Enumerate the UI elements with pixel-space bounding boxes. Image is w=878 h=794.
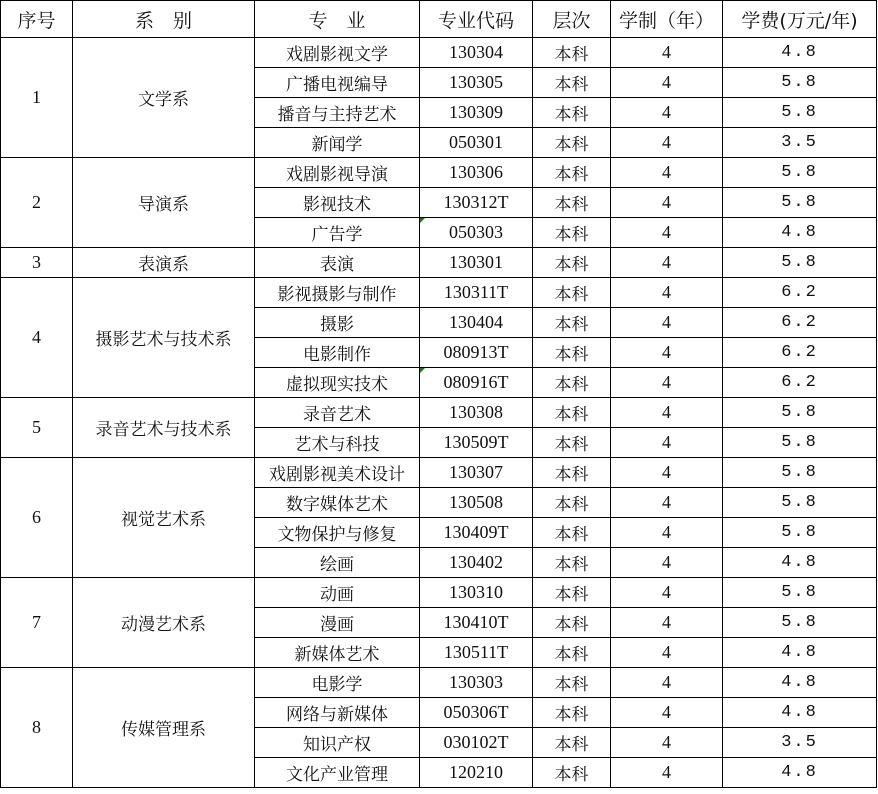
- table-row: [1, 458, 877, 488]
- major-code: 130511T: [420, 638, 533, 668]
- tuition-fee: 5.8: [723, 158, 877, 188]
- header-level: 层次: [533, 1, 611, 38]
- study-years: 4: [611, 308, 723, 338]
- major-code: 130409T: [420, 518, 533, 548]
- table-row: [1, 158, 877, 188]
- study-years: 4: [611, 488, 723, 518]
- study-years: 4: [611, 68, 723, 98]
- major-code: 130311T: [420, 278, 533, 308]
- header-row: [1, 1, 877, 38]
- degree-level: 本科: [533, 638, 611, 668]
- tuition-fee: 4.8: [723, 758, 877, 788]
- tuition-fee: 3.5: [723, 128, 877, 158]
- study-years: 4: [611, 758, 723, 788]
- major-name: 动画: [255, 578, 420, 608]
- major-code: 130305: [420, 68, 533, 98]
- major-code: 130308: [420, 398, 533, 428]
- department-name: 传媒管理系: [73, 668, 255, 788]
- study-years: 4: [611, 158, 723, 188]
- major-code: 130402: [420, 548, 533, 578]
- degree-level: 本科: [533, 548, 611, 578]
- major-name: 广告学: [255, 218, 420, 248]
- header-tuition: 学费(万元/年): [723, 1, 877, 38]
- major-code: 030102T: [420, 728, 533, 758]
- department-name: 动漫艺术系: [73, 578, 255, 668]
- degree-level: 本科: [533, 128, 611, 158]
- department-name: 摄影艺术与技术系: [73, 278, 255, 398]
- degree-level: 本科: [533, 338, 611, 368]
- major-name: 戏剧影视美术设计: [255, 458, 420, 488]
- degree-level: 本科: [533, 218, 611, 248]
- study-years: 4: [611, 428, 723, 458]
- major-name: 新媒体艺术: [255, 638, 420, 668]
- table-body: [1, 38, 877, 788]
- tuition-fee: 4.8: [723, 38, 877, 68]
- major-code: 120210: [420, 758, 533, 788]
- header-major-code: 专业代码: [420, 1, 533, 38]
- study-years: 4: [611, 548, 723, 578]
- study-years: 4: [611, 98, 723, 128]
- tuition-fee: 5.8: [723, 608, 877, 638]
- major-name: 戏剧影视导演: [255, 158, 420, 188]
- study-years: 4: [611, 278, 723, 308]
- major-name: 播音与主持艺术: [255, 98, 420, 128]
- department-name: 视觉艺术系: [73, 458, 255, 578]
- department-name: 录音艺术与技术系: [73, 398, 255, 458]
- degree-level: 本科: [533, 98, 611, 128]
- major-code: 050303: [420, 218, 533, 248]
- major-name: 戏剧影视文学: [255, 38, 420, 68]
- major-name: 虚拟现实技术: [255, 368, 420, 398]
- tuition-fee: 4.8: [723, 698, 877, 728]
- tuition-fee: 5.8: [723, 578, 877, 608]
- study-years: 4: [611, 458, 723, 488]
- degree-level: 本科: [533, 668, 611, 698]
- degree-level: 本科: [533, 398, 611, 428]
- table-row: [1, 38, 877, 68]
- study-years: 4: [611, 698, 723, 728]
- department-name: 文学系: [73, 38, 255, 158]
- study-years: 4: [611, 188, 723, 218]
- degree-level: 本科: [533, 758, 611, 788]
- tuition-fee: 6.2: [723, 308, 877, 338]
- tuition-fee: 4.8: [723, 218, 877, 248]
- degree-level: 本科: [533, 68, 611, 98]
- major-code: 130306: [420, 158, 533, 188]
- major-name: 文物保护与修复: [255, 518, 420, 548]
- table-row: [1, 278, 877, 308]
- table-row: [1, 248, 877, 278]
- degree-level: 本科: [533, 38, 611, 68]
- tuition-fee: 5.8: [723, 68, 877, 98]
- tuition-fee: 5.8: [723, 518, 877, 548]
- major-name: 艺术与科技: [255, 428, 420, 458]
- study-years: 4: [611, 728, 723, 758]
- degree-level: 本科: [533, 278, 611, 308]
- study-years: 4: [611, 368, 723, 398]
- department-index: 5: [1, 398, 73, 458]
- department-index: 8: [1, 668, 73, 788]
- study-years: 4: [611, 668, 723, 698]
- major-name: 网络与新媒体: [255, 698, 420, 728]
- major-code: 130404: [420, 308, 533, 338]
- degree-level: 本科: [533, 578, 611, 608]
- degree-level: 本科: [533, 518, 611, 548]
- degree-level: 本科: [533, 488, 611, 518]
- study-years: 4: [611, 128, 723, 158]
- tuition-fee: 5.8: [723, 458, 877, 488]
- major-code: 130307: [420, 458, 533, 488]
- tuition-fee: 5.8: [723, 248, 877, 278]
- degree-level: 本科: [533, 188, 611, 218]
- department-index: 6: [1, 458, 73, 578]
- major-name: 电影制作: [255, 338, 420, 368]
- major-code: 050306T: [420, 698, 533, 728]
- degree-level: 本科: [533, 368, 611, 398]
- table-row: [1, 398, 877, 428]
- major-name: 知识产权: [255, 728, 420, 758]
- degree-level: 本科: [533, 248, 611, 278]
- department-name: 表演系: [73, 248, 255, 278]
- study-years: 4: [611, 248, 723, 278]
- major-name: 漫画: [255, 608, 420, 638]
- header-index: 序号: [1, 1, 73, 38]
- tuition-fee: 6.2: [723, 338, 877, 368]
- major-code: 080913T: [420, 338, 533, 368]
- study-years: 4: [611, 338, 723, 368]
- major-name: 绘画: [255, 548, 420, 578]
- tuition-fee: 4.8: [723, 638, 877, 668]
- department-name: 导演系: [73, 158, 255, 248]
- major-code: 130303: [420, 668, 533, 698]
- header-department: 系 别: [73, 1, 255, 38]
- major-name: 广播电视编导: [255, 68, 420, 98]
- degree-level: 本科: [533, 158, 611, 188]
- tuition-fee: 3.5: [723, 728, 877, 758]
- major-name: 影视技术: [255, 188, 420, 218]
- major-code: 130410T: [420, 608, 533, 638]
- header-major: 专 业: [255, 1, 420, 38]
- study-years: 4: [611, 38, 723, 68]
- department-index: 7: [1, 578, 73, 668]
- major-code: 130509T: [420, 428, 533, 458]
- major-code: 130309: [420, 98, 533, 128]
- tuition-fee: 5.8: [723, 488, 877, 518]
- tuition-fee: 6.2: [723, 278, 877, 308]
- major-code: 130304: [420, 38, 533, 68]
- major-name: 电影学: [255, 668, 420, 698]
- major-name: 新闻学: [255, 128, 420, 158]
- header-duration: 学制（年）: [611, 1, 723, 38]
- major-name: 文化产业管理: [255, 758, 420, 788]
- study-years: 4: [611, 608, 723, 638]
- department-index: 2: [1, 158, 73, 248]
- major-name: 影视摄影与制作: [255, 278, 420, 308]
- major-name: 录音艺术: [255, 398, 420, 428]
- tuition-fee: 5.8: [723, 428, 877, 458]
- degree-level: 本科: [533, 728, 611, 758]
- major-name: 摄影: [255, 308, 420, 338]
- major-name: 表演: [255, 248, 420, 278]
- major-code: 050301: [420, 128, 533, 158]
- degree-level: 本科: [533, 608, 611, 638]
- degree-level: 本科: [533, 698, 611, 728]
- tuition-fee: 5.8: [723, 188, 877, 218]
- tuition-fee: 4.8: [723, 668, 877, 698]
- department-index: 1: [1, 38, 73, 158]
- major-code: 130301: [420, 248, 533, 278]
- major-code: 130508: [420, 488, 533, 518]
- major-code: 130310: [420, 578, 533, 608]
- tuition-fee: 4.8: [723, 548, 877, 578]
- department-index: 3: [1, 248, 73, 278]
- tuition-fee: 5.8: [723, 398, 877, 428]
- study-years: 4: [611, 578, 723, 608]
- degree-level: 本科: [533, 308, 611, 338]
- department-index: 4: [1, 278, 73, 398]
- study-years: 4: [611, 398, 723, 428]
- study-years: 4: [611, 518, 723, 548]
- major-name: 数字媒体艺术: [255, 488, 420, 518]
- study-years: 4: [611, 218, 723, 248]
- tuition-fee: 5.8: [723, 98, 877, 128]
- tuition-fee: 6.2: [723, 368, 877, 398]
- degree-level: 本科: [533, 428, 611, 458]
- degree-level: 本科: [533, 458, 611, 488]
- study-years: 4: [611, 638, 723, 668]
- major-code: 130312T: [420, 188, 533, 218]
- table-row: [1, 578, 877, 608]
- major-code: 080916T: [420, 368, 533, 398]
- table-row: [1, 668, 877, 698]
